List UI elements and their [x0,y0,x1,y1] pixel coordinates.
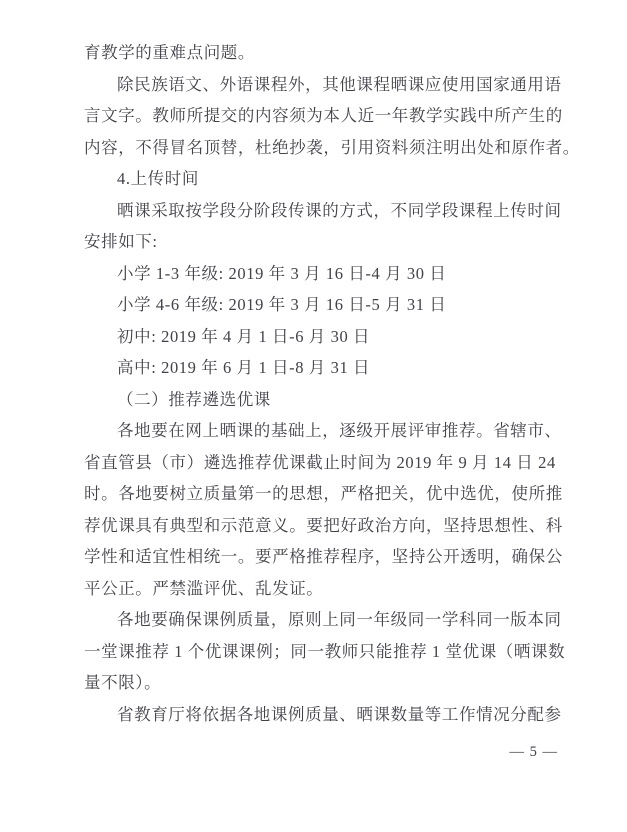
text-line: 各地要在网上晒课的基础上，逐级开展评审推荐。省辖市、 [117,421,562,440]
text-line: 晒课采取按学段分阶段传课的方式，不同学段课程上传时间 [117,200,562,220]
text-line: 平公正。严禁滥评优、乱发证。 [84,578,324,598]
text-line: 省直管县（市）遴选推荐优课截止时间为 2019 年 9 月 14 日 24 [84,452,556,472]
text-line: 除民族语文、外语课程外，其他课程晒课应使用国家通用语 [117,74,562,94]
text-line: 各地要确保课例质量，原则上同一年级同一学科同一版本同 [117,610,562,629]
text-line: 育教学的重难点问题。 [84,43,255,62]
text-line: 初中: 2019 年 4 月 1 日-6 月 30 日 [117,326,371,346]
text-line: 一堂课推荐 1 个优课课例；同一教师只能推荐 1 堂优课（晒课数 [84,641,566,661]
text-line: 4.上传时间 [117,169,199,188]
section-heading-line: （二）推荐遴选优课 [117,389,271,409]
text-line: 学性和适宜性相统一。要严格推荐程序，坚持公开透明，确保公 [84,547,563,566]
text-line: 小学 4-6 年级: 2019 年 3 月 16 日-5 月 31 日 [117,295,447,314]
text-line: 高中: 2019 年 6 月 1 日-8 月 31 日 [117,358,371,377]
text-line: 荐优课具有典型和示范意义。要把好政治方向，坚持思想性、科 [84,515,563,535]
text-line: 省教育厅将依据各地课例质量、晒课数量等工作情况分配参 [117,704,562,724]
text-line: 安排如下: [84,232,158,251]
text-line: 量不限）。 [84,673,162,692]
text-line: 时。各地要树立质量第一的思想，严格把关，优中选优，使所推 [84,484,563,503]
text-line: 小学 1-3 年级: 2019 年 3 月 16 日-4 月 30 日 [117,263,447,283]
document-body [84,37,580,730]
text-line: 言文字。教师所提交的内容须为本人近一年教学实践中所产生的 [84,106,563,125]
text-line: 内容，不得冒名顶替，杜绝抄袭，引用资料须注明出处和原作者。 [84,137,580,157]
page-number: — 5 — [509,744,558,760]
